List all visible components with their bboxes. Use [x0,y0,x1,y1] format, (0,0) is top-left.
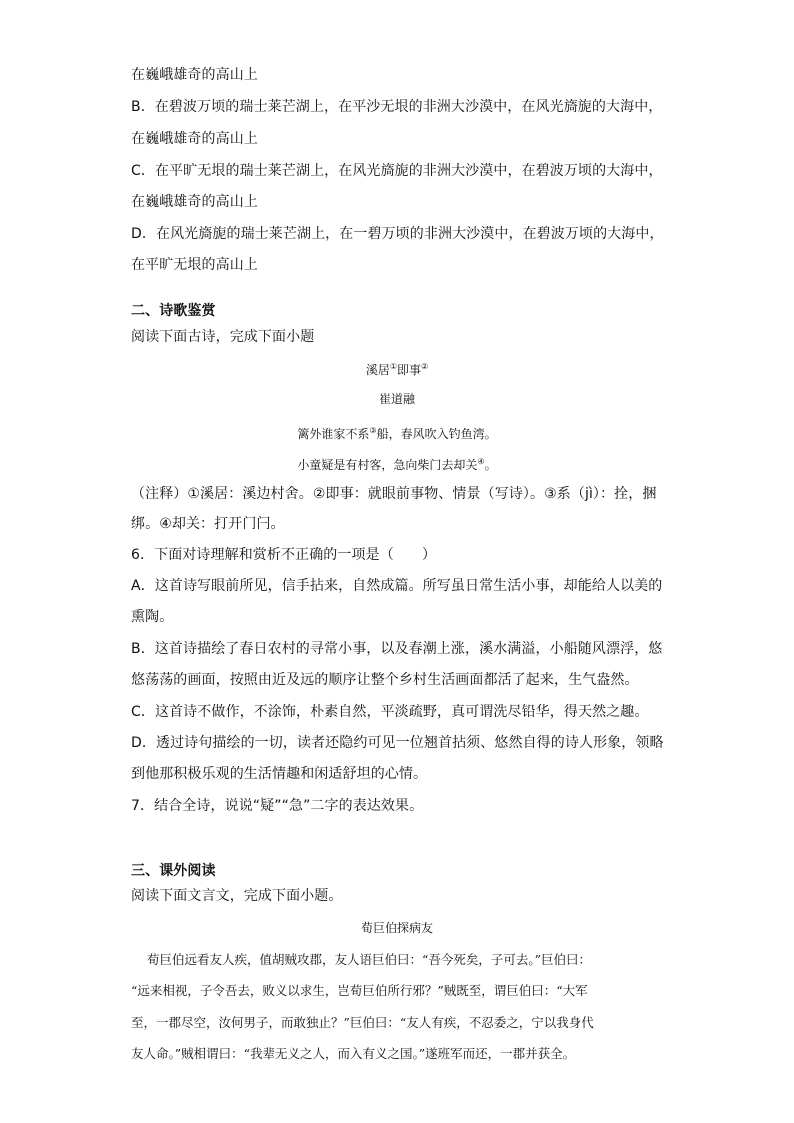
passage-title: 荀巨伯探病友 [360,921,433,935]
option-c-line1: C．在平旷无垠的瑞士莱芒湖上，在风光旖旎的非洲大沙漠中，在碧波万顷的大海中， [131,163,663,179]
q6-option-a-line2: 熏陶。 [131,609,174,625]
question-7: 7．结合全诗，说说“疑”“急”二字的表达效果。 [131,798,424,814]
section-heading-reading: 三、课外阅读 [131,863,216,879]
poem-notes-line2: 绑。④却关：打开门闩。 [131,516,285,532]
passage-line-1: 荀巨伯远看友人疾，值胡贼攻郡，友人语巨伯曰：“吾今死矣，子可去。”巨伯曰： [147,952,592,967]
option-b-line1: B．在碧波万顷的瑞士莱芒湖上，在平沙无垠的非洲大沙漠中，在风光旖旎的大海中， [131,99,663,115]
q6-option-b-line1: B．这首诗描绘了春日农村的寻常小事，以及春潮上涨，溪水满溢，小船随风漂浮，悠 [131,641,663,657]
option-b-line2: 在巍峨雄奇的高山上 [131,131,258,147]
q6-option-d-line1: D．透过诗句描绘的一切，读者还隐约可见一位翘首拈须、悠然自得的诗人形象，领略 [131,735,664,751]
passage-line-2: “远来相视，子令吾去，败义以求生，岂荀巨伯所行邪？”贼既至，谓巨伯曰：“大军 [131,983,588,998]
q6-option-c: C．这首诗不做作，不涂饰，朴素自然，平淡疏野，真可谓洗尽铅华，得天然之趣。 [131,704,649,720]
option-d-line2: 在平旷无垠的高山上 [131,257,258,273]
poem-notes-line1: （注释）①溪居：溪边村舍。②即事：就眼前事物、情景（写诗）。③系（jì）：拴，捆 [131,486,657,502]
option-a-continuation: 在巍峨雄奇的高山上 [131,67,258,83]
poetry-instruction: 阅读下面古诗，完成下面小题 [131,329,315,345]
passage-line-4: 友人命。”贼相谓曰：“我辈无义之人，而入有义之国。”遂班军而还，一郡并获全。 [131,1046,576,1061]
q6-option-d-line2: 到他那积极乐观的生活情趣和闲适舒坦的心情。 [131,766,428,782]
option-c-line2: 在巍峨雄奇的高山上 [131,194,258,210]
poem-verse-1: 篱外谁家不系③船，春风吹入钓鱼湾。 [297,426,497,441]
passage-line-3: 至，一郡尽空，汝何男子，而敢独止？”巨伯曰：“友人有疾，不忍委之，宁以我身代 [131,1015,594,1030]
q6-option-a-line1: A．这首诗写眼前所见，信手拈来，自然成篇。所写虽日常生活小事，却能给人以美的 [131,578,663,594]
poem-verse-2: 小童疑是有村客，急向柴门去却关④。 [297,457,497,472]
poem-author: 崔道融 [378,392,415,406]
option-d-line1: D．在风光旖旎的瑞士莱芒湖上，在一碧万顷的非洲大沙漠中，在碧波万顷的大海中， [131,226,664,242]
q6-option-b-line2: 悠荡荡的画面，按照由近及远的顺序让整个乡村生活画面都活了起来，生气盎然。 [131,672,639,688]
section-heading-poetry: 二、诗歌鉴赏 [131,303,216,319]
reading-instruction: 阅读下面文言文，完成下面小题。 [131,888,343,904]
poem-title: 溪居①即事② [365,362,429,377]
question-6: 6．下面对诗理解和赏析不正确的一项是（ ） [131,547,437,563]
